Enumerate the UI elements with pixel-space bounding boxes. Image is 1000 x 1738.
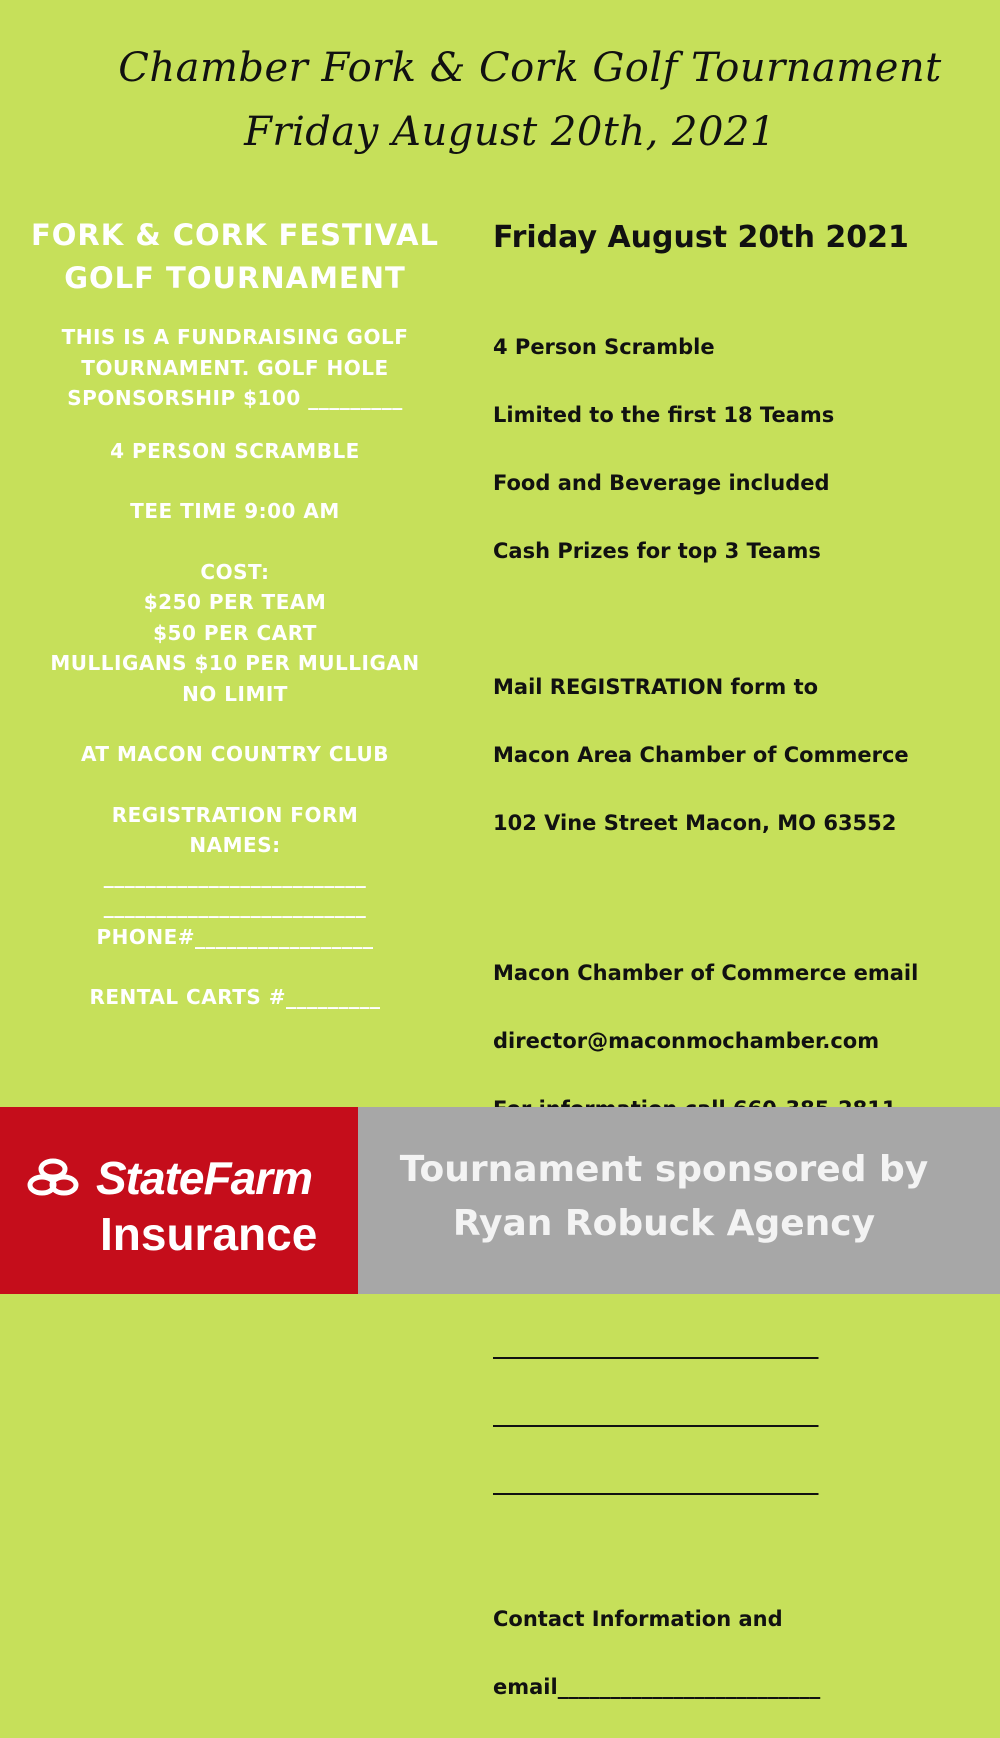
contact-info-line1: Contact Information and (493, 1607, 783, 1631)
header-date: Friday August 20th, 2021 (244, 109, 776, 155)
names-label: NAMES: (189, 833, 281, 857)
detail-line: 4 Person Scramble (493, 335, 715, 359)
names-line-2: _________________________ (103, 894, 367, 918)
statefarm-rings-icon (26, 1155, 96, 1199)
cost-team: $250 PER TEAM (143, 590, 327, 614)
fundraising-text: THIS IS A FUNDRAISING GOLF TOURNAMENT. GOLF HOLE SPONSORSHIP $100 _________ (61, 325, 409, 410)
header-title: Chamber Fork & Cork Golf Tournament (118, 45, 942, 91)
statefarm-panel (0, 1107, 358, 1294)
cost-cart: $50 PER CART (153, 620, 317, 645)
team-line: _______________________________ (493, 1403, 819, 1427)
flyer-header (0, 36, 1000, 164)
right-column (493, 214, 973, 1738)
footer-banner (0, 1107, 1000, 1294)
contact-info-field (493, 1568, 973, 1738)
statefarm-insurance: Insurance (100, 1208, 318, 1260)
phone-field: PHONE#_________________ (96, 924, 374, 949)
registration-label: REGISTRATION FORM (111, 802, 359, 827)
location-text: AT MACON COUNTRY CLUB (80, 742, 390, 766)
tee-time-text: TEE TIME 9:00 AM (130, 499, 340, 523)
no-limit-text: NO LIMIT (182, 681, 288, 706)
mulligans-text: MULLIGANS $10 PER MULLIGAN (50, 651, 420, 675)
event-details (493, 296, 973, 602)
scramble-text: 4 PERSON SCRAMBLE (110, 438, 360, 463)
event-date: Friday August 20th 2021 (493, 220, 909, 255)
sponsor-panel (358, 1107, 1000, 1294)
detail-line: Food and Beverage included (493, 471, 830, 495)
sponsor-line1: Tournament sponsored by (399, 1149, 929, 1190)
festival-title-line2: GOLF TOURNAMENT (64, 261, 406, 295)
contact-line: Macon Chamber of Commerce email (493, 961, 919, 985)
mail-instructions (493, 636, 973, 874)
mail-line: Macon Area Chamber of Commerce (493, 743, 909, 767)
team-line: _______________________________ (493, 1471, 819, 1495)
statefarm-brand: StateFarm (96, 1152, 312, 1204)
mail-line: Mail REGISTRATION form to (493, 675, 819, 699)
cost-label: COST: (200, 559, 270, 584)
contact-info-line2: email_________________________ (493, 1675, 821, 1699)
left-column (20, 214, 450, 1013)
detail-line: Cash Prizes for top 3 Teams (493, 539, 821, 563)
detail-line: Limited to the first 18 Teams (493, 403, 835, 427)
festival-title-line1: FORK & CORK FESTIVAL (30, 218, 440, 252)
mail-line: 102 Vine Street Macon, MO 63552 (493, 811, 897, 835)
team-line: _______________________________ (493, 1335, 819, 1359)
names-line-1: _________________________ (103, 863, 367, 888)
contact-email: director@maconmochamber.com (493, 1029, 880, 1053)
rental-carts-field: RENTAL CARTS #_________ (89, 985, 381, 1009)
sponsor-line2: Ryan Robuck Agency (452, 1203, 876, 1244)
